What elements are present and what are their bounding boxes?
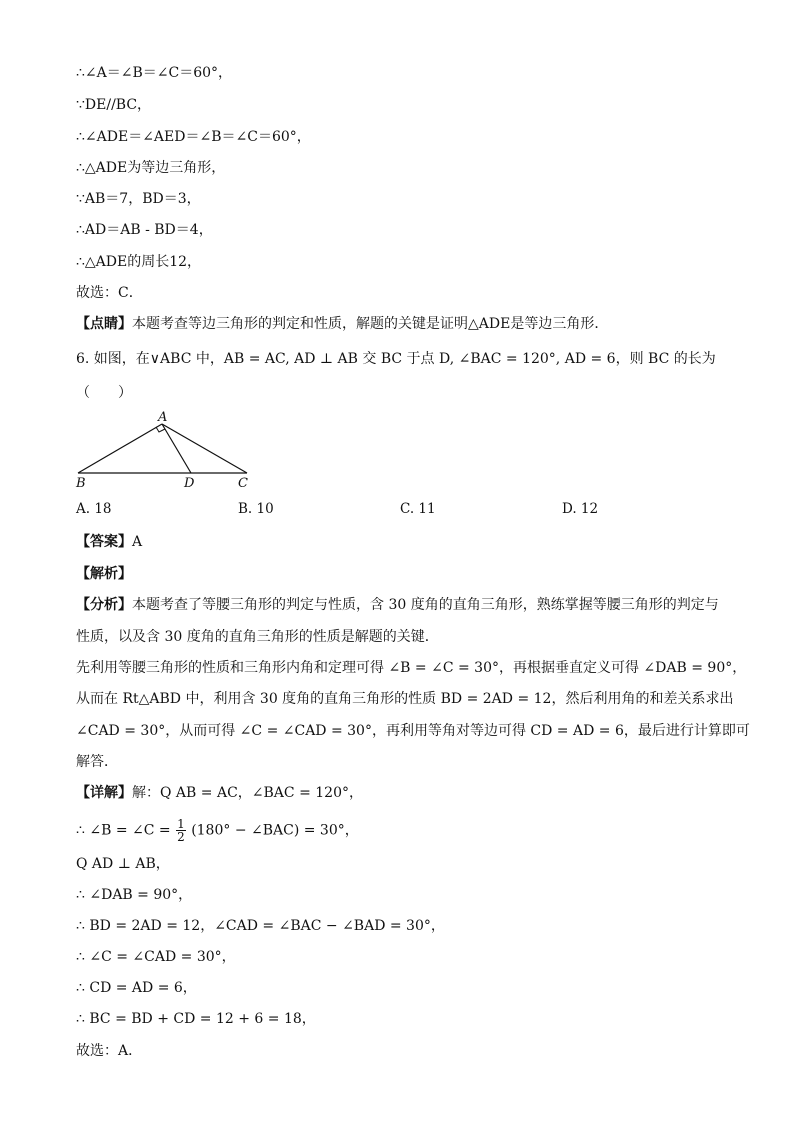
detail-line: ∴ ∠DAB = 90°， (76, 887, 193, 903)
vertex-label-a: A (158, 410, 168, 425)
vertex-label-c: C (238, 476, 248, 489)
detail-text: ∴ ∠B = ∠C = (76, 822, 171, 839)
choice-b: B. 10 (238, 501, 274, 517)
detail-line (76, 784, 363, 802)
vertex-label-b: B (76, 476, 86, 489)
detail-text: 解：Q AB = AC，∠BAC = 120°， (132, 785, 363, 801)
text-line: ∴∠ADE＝∠AED＝∠B＝∠C＝60°， (76, 129, 311, 145)
triangle-figure (70, 407, 270, 489)
text-line: ∵AB＝7，BD＝3， (76, 191, 201, 207)
detail-line: 故选：A． (76, 1043, 143, 1059)
key-point-line (76, 315, 608, 333)
choice-a: A. 18 (76, 501, 112, 517)
text-line: ∴AD＝AB - BD＝4， (76, 222, 213, 238)
segment-ad (162, 424, 191, 473)
answer-tag: 【答案】 (76, 534, 132, 550)
analysis-line: ∠CAD = 30°，从而可得 ∠C = ∠CAD = 30°，再利用等角对等边可得 CD = AD = 6，最后进行计算即可 (76, 723, 750, 739)
detail-line-fraction (76, 818, 359, 844)
analysis-line: 解答． (76, 754, 118, 770)
choice-c: C. 11 (400, 501, 436, 517)
segment-ab (78, 424, 162, 473)
detail-line: ∴ BD = 2AD = 12，∠CAD = ∠BAC − ∠BAD = 30°， (76, 918, 445, 934)
key-point-text: 本题考查等边三角形的判定和性质，解题的关键是证明△ADE是等边三角形． (132, 316, 609, 332)
analysis-sub-tag: 【分析】 (76, 597, 132, 613)
analysis-tag: 【解析】 (76, 566, 132, 582)
key-point-tag: 【点睛】 (76, 316, 132, 332)
analysis-line (76, 596, 719, 614)
question-6-paren: （ ） (76, 385, 132, 401)
detail-line: ∴ ∠C = ∠CAD = 30°， (76, 949, 236, 965)
fraction-numerator: 1 (177, 817, 185, 831)
text-line: ∴∠A＝∠B＝∠C＝60°， (76, 65, 233, 81)
answer-line (76, 533, 142, 551)
text-line: ∵DE//BC， (76, 97, 152, 113)
detail-tag: 【详解】 (76, 785, 132, 801)
fraction-denominator: 2 (177, 830, 185, 844)
text-line: 故选：C． (76, 285, 143, 301)
fraction-half (176, 818, 186, 843)
segment-ac (162, 424, 247, 473)
detail-line: Q AD ⊥ AB， (76, 856, 170, 872)
question-6-stem: 6. 如图，在∨ABC 中，AB = AC, AD ⊥ AB 交 BC 于点 D, ∠BAC = 120°, AD = 6，则 BC 的长为 (76, 351, 716, 367)
vertex-label-d: D (184, 476, 195, 489)
detail-line: ∴ CD = AD = 6， (76, 980, 197, 996)
detail-line: ∴ BC = BD + CD = 12 + 6 = 18， (76, 1011, 316, 1027)
text-line: ∴△ADE的周长12， (76, 254, 202, 270)
analysis-text: 本题考查了等腰三角形的判定与性质，含 30 度角的直角三角形，熟练掌握等腰三角形的判定与 (132, 597, 719, 613)
choice-d: D. 12 (562, 501, 599, 517)
text-line: ∴△ADE为等边三角形， (76, 160, 226, 176)
detail-text: (180° − ∠BAC) = 30°， (191, 822, 359, 839)
analysis-line: 性质，以及含 30 度角的直角三角形的性质是解题的关键． (76, 629, 439, 645)
analysis-line: 从而在 Rt△ABD 中，利用含 30 度角的直角三角形的性质 BD = 2AD = 12，然后利用角的和差关系求出 (76, 691, 734, 707)
analysis-line: 先利用等腰三角形的性质和三角形内角和定理可得 ∠B = ∠C = 30°，再根据垂直定义可得 ∠DAB = 90°， (76, 660, 747, 676)
answer-value: A (132, 534, 143, 550)
